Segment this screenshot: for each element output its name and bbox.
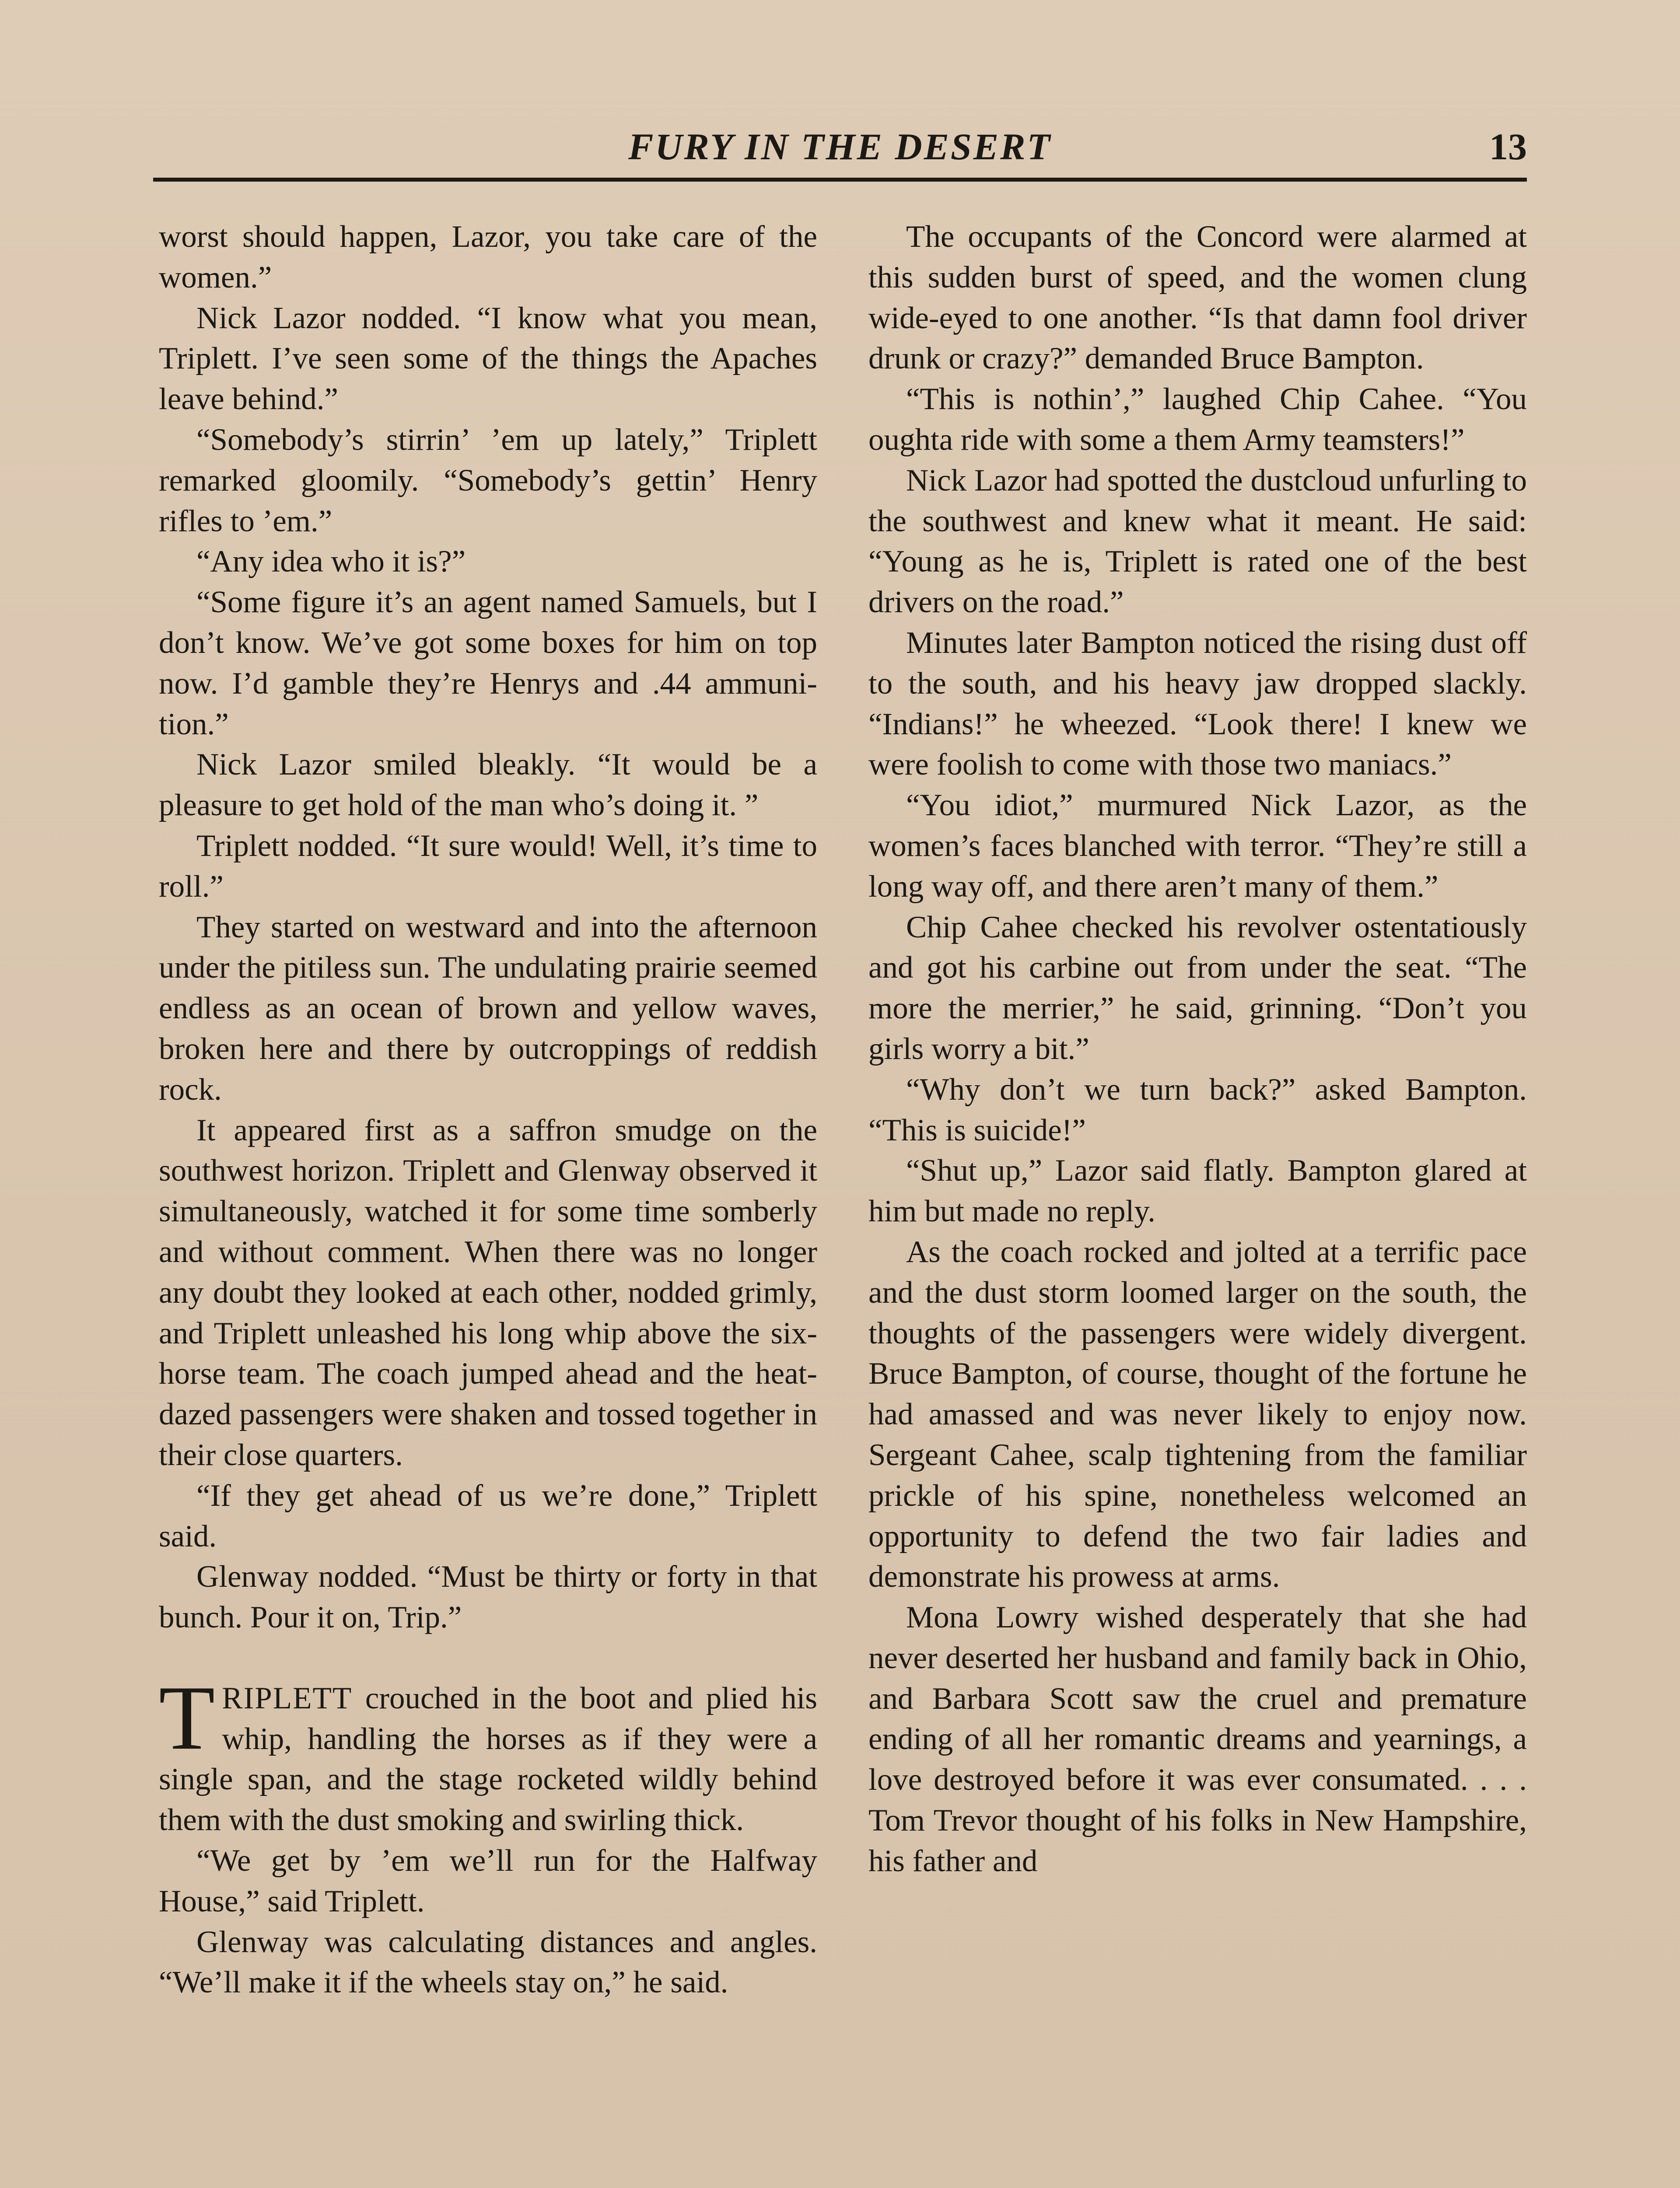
header-rule [153,178,1527,182]
paragraph: “Shut up,” Lazor said flatly. Bampton glared at him but made no reply. [868,1154,1527,1229]
paragraph: “You idiot,” murmured Nick Lazor, as the women’s faces blanched with terror. “They’re still a long way off, and there aren’t many of them.” [868,788,1527,904]
section-opening-paragraph [159,1667,817,1841]
section-text: crouched in the boot and plied his whip, handling the horses as if they were a single span, and the stage rocketed wildly behind them with the dust smoking and swirling thick. [159,1681,817,1837]
paragraph: “Any idea who it is?” [196,544,466,579]
paragraph: Nick Lazor had spotted the dustcloud unfurling to the southwest and knew what it meant. He said: “Young as he is, Triplett is rated one of the best drivers on the road.” [868,463,1527,620]
paragraph: It appeared first as a saffron smudge on the southwest horizon. Triplett and Glenway observed it simultaneously, watched it for some time somberly and without comment. When there was no longer any doubt they looked at each other, nodded grimly, and Triplett unleashed his long whip above the six-horse team. The coach jumped ahead and the heat-dazed passengers were shaken and tossed together in their close quarters. [159,1113,817,1472]
paragraph: “Somebody’s stirrin’ ’em up lately,” Triplett remarked gloomily. “Somebody’s gettin’ Henry rifles to ’em.” [159,422,817,538]
paragraph: Nick Lazor nodded. “I know what you mean, Triplett. I’ve seen some of the things the Apaches leave behind.” [159,301,817,417]
paragraph: worst should happen, Lazor, you take care of the women.” [159,220,817,295]
drop-cap: T [159,1667,215,1769]
left-column [159,217,817,2003]
paragraph: Minutes later Bampton noticed the rising dust off to the south, and his heavy jaw dropped slackly. “Indians!” he wheezed. “Look there! I knew we were foolish to come with those two maniacs.” [868,625,1527,782]
paragraph: Chip Cahee checked his revolver ostentatiously and got his carbine out from under the seat. “The more the merrier,” he said, grinning. “Don’t you girls worry a bit.” [868,910,1527,1066]
paragraph: Glenway was calculating distances and angles. “We’ll make it if the wheels stay on,” he said. [159,1925,817,2000]
paragraph: The occupants of the Concord were alarmed at this sudden burst of speed, and the women clung wide-eyed to one another. “Is that damn fool driver drunk or crazy?” demanded Bruce Bampton. [868,220,1527,376]
paragraph: Mona Lowry wished desperately that she had never deserted her husband and family back in Ohio, and Barbara Scott saw the cruel and premature ending of all her romantic dreams and yearnings, a love destroyed before it was ever consumated. . . . Tom Trevor thought of his folks in New Hampshire, his father and [868,1600,1527,1878]
paragraph: Nick Lazor smiled bleakly. “It would be a pleasure to get hold of the man who’s doing it. ” [159,747,817,823]
paragraph: Triplett nodded. “It sure would! Well, it’s time to roll.” [159,828,817,904]
paragraph: “We get by ’em we’ll run for the Halfway House,” said Triplett. [159,1844,817,1918]
page-number: 13 [1489,126,1527,168]
paragraph: Glenway nodded. “Must be thirty or forty in that bunch. Pour it on, Trip.” [159,1560,817,1635]
page-header [153,118,1527,188]
paragraph: They started on westward and into the afternoon under the pitiless sun. The undulating prairie seemed endless as an ocean of brown and yellow waves, broken here and there by outcroppings of reddish rock. [159,910,817,1107]
right-column [868,217,1527,1882]
paragraph: As the coach rocked and jolted at a terrific pace and the dust storm loomed larger on the south, the thoughts of the passengers were widely divergent. Bruce Bampton, of course, thought of the fortune he had amassed and was never likely to enjoy now. Sergeant Cahee, scalp tightening from the familiar prickle of his spine, nonetheless welcomed an opportunity to defend the two fair ladies and demonstrate his prowess at arms. [868,1234,1527,1594]
paragraph: “Some figure it’s an agent named Samuels, but I don’t know. We’ve got some boxes for him on top now. I’d gamble they’re Henrys and .44 ammunition.” [159,585,817,741]
paragraph: “Why don’t we turn back?” asked Bampton. “This is suicide!” [868,1072,1527,1147]
paragraph: “This is nothin’,” laughed Chip Cahee. “You oughta ride with some a them Army teamsters!” [868,382,1527,457]
paragraph: “If they get ahead of us we’re done,” Triplett said. [159,1478,817,1553]
section-lead-word: RIPLETT [222,1681,353,1715]
running-title: FURY IN THE DESERT [628,126,1052,168]
